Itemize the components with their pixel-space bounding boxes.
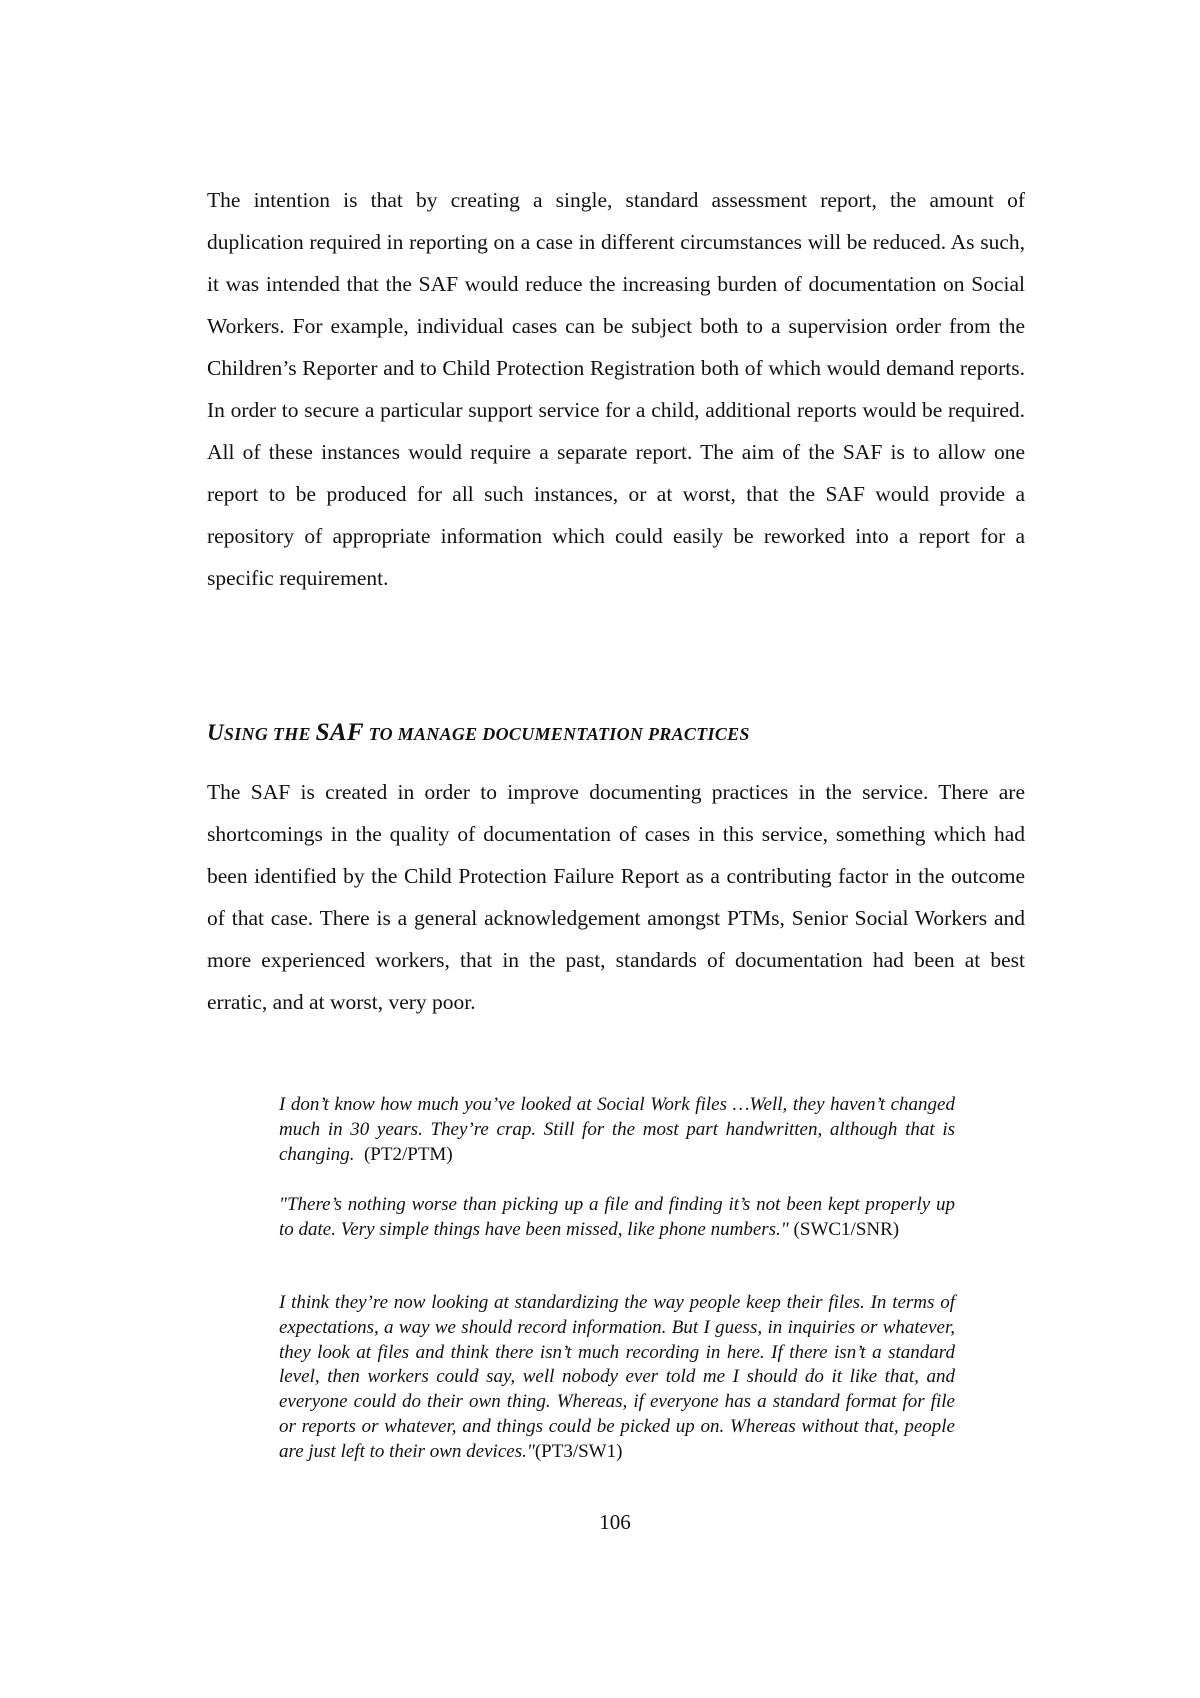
quote-text: I don’t know how much you’ve looked at Social Work files …Well, they haven’t changed much in 30 years. They’re crap. Still for the most part handwritten, although that is changing.: [279, 1094, 955, 1165]
quote-text: I think they’re now looking at standardizing the way people keep their files. In terms of expectations, a way we should record information. But I guess, in inquiries or whatever, they look at files and think there isn’t much recording in here. If there isn’t a standard level, then workers could say, well nobody ever told me I should do it like that, and everyone could do their own thing. Whereas, if everyone has a standard format for file or reports or whatever, and things could be picked up on. Whereas without that, people are just left to their own devices.": [279, 1292, 955, 1462]
interview-quote: [279, 1291, 955, 1465]
heading-saf: SAF: [315, 719, 364, 746]
section-heading: [207, 718, 1025, 749]
quote-citation: (PT3/SW1): [534, 1440, 623, 1462]
heading-part-1: SING THE: [223, 724, 316, 744]
heading-part-2: TO MANAGE DOCUMENTATION PRACTICES: [363, 724, 750, 744]
quote-citation: (PT2/PTM): [363, 1143, 453, 1165]
page-number: 106: [599, 1510, 631, 1534]
body-paragraph-intro: The intention is that by creating a single, standard assessment report, the amount of duplication required in reporting on a case in different circumstances will be reduced. As such, it was intended that the SAF would reduce the increasing burden of documentation on Social Workers. For example, individual cases can be subject both to a supervision order from the Children’s Reporter and to Child Protection Registration both of which would demand reports. In order to secure a particular support service for a child, additional reports would be required. All of these instances would require a separate report. The aim of the SAF is to allow one report to be produced for all such instances, or at worst, that the SAF would provide a repository of appropriate information which could easily be reworked into a report for a specific requirement.: [207, 188, 1025, 590]
interview-quote: [279, 1093, 955, 1167]
body-paragraph-documentation: The SAF is created in order to improve documenting practices in the service. There are shortcomings in the quality of documentation of cases in this service, something which had been identified by the Child Protection Failure Report as a contributing factor in the outcome of that case. There is a general acknowledgement amongst PTMs, Senior Social Workers and more experienced workers, that in the past, standards of documentation had been at best erratic, and at worst, very poor.: [207, 780, 1025, 1014]
quote-citation: (SWC1/SNR): [793, 1218, 900, 1240]
interview-quote: [279, 1193, 955, 1243]
quote-text: "There’s nothing worse than picking up a file and finding it’s not been kept properly up to date. Very simple things have been missed, like phone numbers.": [279, 1194, 955, 1240]
heading-initial: U: [207, 720, 224, 745]
